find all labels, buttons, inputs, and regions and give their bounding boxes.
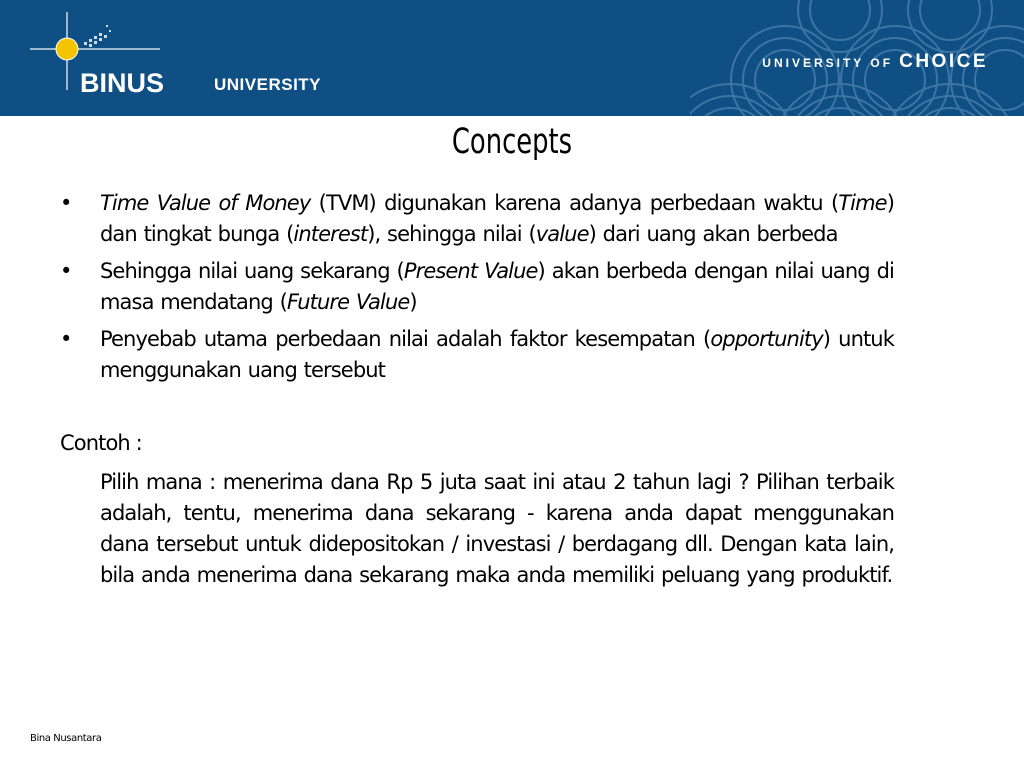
footer-text: Bina Nusantara bbox=[30, 733, 102, 744]
example-text: Pilih mana : menerima dana Rp 5 juta saat ini atau 2 tahun lagi ? Pilihan terbaik adalah, tentu, menerima dana sekarang - karena anda dapat menggunakan dana tersebut untuk didepositokan / investasi / berdagang dll. Dengan kata lain, bila anda menerima dana sekarang maka anda memiliki peluang yang produktif. bbox=[100, 470, 894, 587]
bullet-list bbox=[60, 188, 894, 386]
bullet-dot: • bbox=[60, 259, 72, 283]
slide-title: Concepts bbox=[451, 122, 573, 162]
text-run: ), sehingga nilai ( bbox=[367, 222, 536, 246]
bullet-text-1 bbox=[100, 191, 894, 246]
header-banner bbox=[0, 0, 1024, 116]
logo-brand-text: BINUS bbox=[80, 68, 165, 98]
italic-term: Time Value of Money bbox=[100, 191, 311, 215]
slide-content bbox=[60, 188, 894, 591]
logo-suffix-text: UNIVERSITY bbox=[214, 75, 322, 94]
italic-term: opportunity bbox=[710, 327, 823, 351]
text-run: ) akan berbeda dengan nilai uang di masa mendatang ( bbox=[100, 259, 894, 314]
italic-term: Time bbox=[838, 191, 887, 215]
text-run: Sehingga nilai uang sekarang ( bbox=[100, 259, 404, 283]
italic-term: Future Value bbox=[286, 290, 410, 314]
example-label: Contoh : bbox=[60, 431, 142, 455]
text-run: Penyebab utama perbedaan nilai adalah faktor kesempatan ( bbox=[100, 327, 711, 351]
bullet-text-3 bbox=[100, 327, 894, 382]
text-run: ) untuk menggunakan uang tersebut bbox=[100, 327, 894, 382]
tagline-emphasis: CHOICE bbox=[899, 51, 988, 72]
tagline bbox=[762, 51, 988, 73]
text-run: (TVM) digunakan karena adanya perbedaan waktu ( bbox=[310, 191, 839, 215]
italic-term: interest bbox=[293, 222, 368, 246]
text-run: ) dari uang akan berbeda bbox=[588, 222, 838, 246]
bullet-item-1 bbox=[60, 188, 894, 250]
italic-term: value bbox=[535, 222, 589, 246]
bullet-text-2 bbox=[100, 259, 894, 314]
bullet-dot: • bbox=[60, 327, 72, 351]
bullet-item-2 bbox=[60, 256, 894, 318]
italic-term: Present Value bbox=[403, 259, 538, 283]
binus-logo bbox=[30, 12, 322, 102]
text-run: ) dan tingkat bunga ( bbox=[100, 191, 894, 246]
bullet-dot: • bbox=[60, 191, 72, 215]
text-run: ) bbox=[409, 290, 417, 314]
tagline-prefix: UNIVERSITY OF bbox=[762, 56, 894, 70]
bullet-item-3 bbox=[60, 324, 894, 386]
